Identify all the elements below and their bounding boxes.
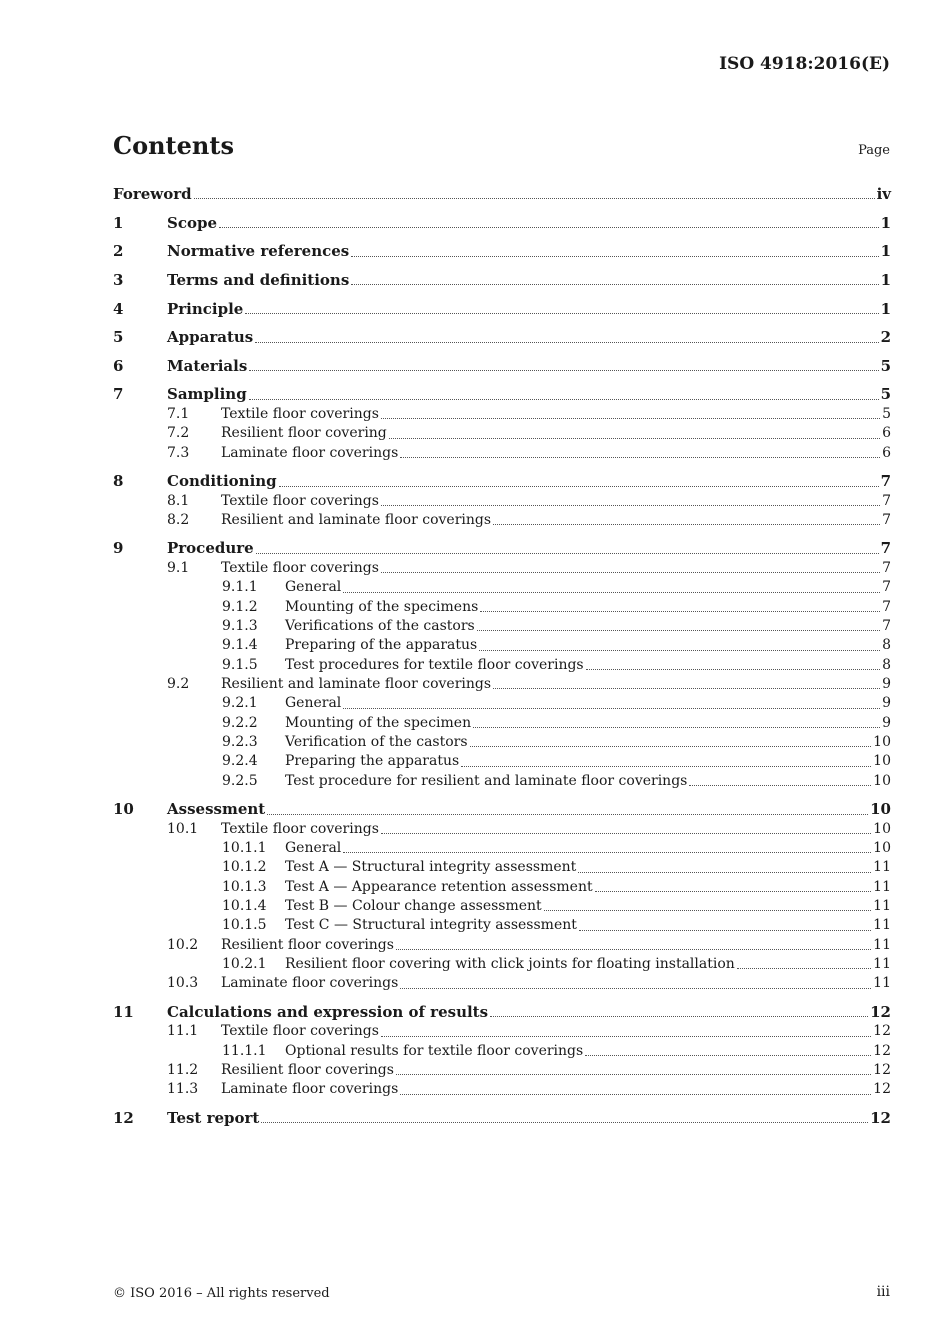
toc-entry[interactable] [113, 839, 891, 858]
toc-entry-number: 9.2.5 [222, 772, 258, 789]
copyright-footer: © ISO 2016 – All rights reserved [113, 1286, 330, 1301]
toc-entry-title: Scope [167, 213, 218, 232]
toc-entry[interactable] [113, 820, 891, 839]
toc-entry-page: 7 [880, 472, 891, 491]
dot-leader [400, 987, 871, 989]
toc-entry[interactable] [113, 242, 891, 261]
toc-entry-title: Mounting of the specimen [285, 714, 472, 731]
toc-entry-number: 11.1 [167, 1023, 199, 1040]
dot-leader [343, 851, 871, 853]
toc-entry-title: Calculations and expression of results [167, 1002, 489, 1021]
toc-entry-title: Textile floor coverings [221, 559, 379, 576]
dot-leader [261, 1121, 868, 1123]
toc-entry-title: General [285, 579, 342, 596]
toc-entry-page: iv [876, 185, 891, 203]
toc-entry-page: 12 [870, 1002, 891, 1021]
toc-entry-page: 7 [882, 579, 891, 596]
dot-leader [477, 629, 880, 631]
dot-leader [381, 1035, 871, 1037]
dot-leader [219, 226, 879, 228]
toc-entry-title: Textile floor coverings [221, 405, 379, 422]
toc-entry-page: 11 [873, 956, 891, 972]
toc-entry[interactable] [113, 694, 891, 713]
toc-entry-number: 9.2.2 [222, 714, 258, 731]
toc-entry-page: 7 [882, 598, 891, 615]
dot-leader [689, 784, 871, 786]
dot-leader [595, 890, 872, 892]
dot-leader [493, 523, 880, 525]
toc-entry-number: 7.3 [167, 444, 190, 461]
dot-leader [396, 948, 871, 950]
toc-entry[interactable] [113, 271, 891, 290]
toc-entry-number: 10.1.2 [222, 859, 267, 876]
toc-entry[interactable] [113, 955, 891, 974]
dot-leader [586, 668, 880, 670]
contents-heading: Contents [113, 131, 234, 160]
toc-entry-page: 1 [880, 213, 891, 232]
toc-entry[interactable] [113, 878, 891, 897]
toc-entry-title: Textile floor coverings [221, 820, 379, 837]
toc-entry-number: 11.2 [167, 1062, 199, 1079]
toc-entry[interactable] [113, 214, 891, 233]
toc-entry-page: 7 [880, 539, 891, 558]
toc-entry-page: 12 [873, 1042, 891, 1059]
toc-entry[interactable] [113, 1080, 891, 1099]
toc-entry-title: Preparing of the apparatus [285, 637, 478, 654]
toc-entry-page: 12 [873, 1081, 891, 1098]
toc-entry[interactable] [113, 617, 891, 636]
toc-entry-number: 3 [113, 270, 124, 289]
toc-entry-page: 11 [873, 859, 891, 876]
toc-entry-page: 2 [880, 328, 891, 347]
dot-leader [381, 832, 871, 834]
toc-entry-page: 1 [880, 242, 891, 261]
toc-entry-page: 11 [873, 936, 891, 953]
toc-entry[interactable] [113, 1042, 891, 1061]
toc-entry-number: 8.1 [167, 492, 190, 509]
toc-entry-title: Foreword [113, 185, 192, 203]
toc-entry-number: 9.1.3 [222, 617, 258, 634]
toc-entry-title: Test C — Structural integrity assessment [285, 917, 577, 934]
dot-leader [351, 283, 878, 285]
toc-entry-number: 9.2.3 [222, 733, 258, 750]
dot-leader [470, 745, 872, 747]
dot-leader [351, 255, 878, 257]
toc-entry-number: 9.2.1 [222, 695, 258, 712]
toc-entry-title: Laminate floor coverings [221, 444, 399, 461]
toc-entry-page: 9 [882, 714, 891, 731]
toc-entry[interactable] [113, 675, 891, 694]
toc-entry-page: 12 [873, 1023, 891, 1040]
toc-entry-title: Assessment [167, 800, 266, 819]
toc-entry-page: 10 [873, 839, 891, 856]
toc-entry-page: 12 [873, 1062, 891, 1079]
toc-entry-number: 8 [113, 472, 124, 491]
toc-entry-title: Textile floor coverings [221, 1023, 379, 1040]
toc-entry[interactable] [113, 405, 891, 424]
toc-entry[interactable] [113, 636, 891, 655]
toc-entry-title: Resilient and laminate floor coverings [221, 511, 492, 528]
toc-entry-number: 7 [113, 385, 124, 404]
toc-entry-title: Mounting of the specimens [285, 598, 479, 615]
toc-entry[interactable] [113, 357, 891, 376]
toc-entry-number: 9.1 [167, 559, 190, 576]
toc-entry-page: 5 [880, 356, 891, 375]
toc-entry-number: 9 [113, 539, 124, 558]
toc-entry-number: 7.1 [167, 405, 190, 422]
toc-entry[interactable] [113, 1003, 891, 1022]
toc-entry[interactable] [113, 858, 891, 877]
toc-entry[interactable] [113, 424, 891, 443]
table-of-contents [113, 185, 891, 1128]
toc-entry-number: 6 [113, 356, 124, 375]
dot-leader [493, 687, 880, 689]
toc-entry-title: Test procedures for textile floor coverings [285, 656, 584, 673]
toc-entry-number: 10.3 [167, 975, 199, 992]
toc-entry-page: 11 [873, 878, 891, 895]
toc-entry-number: 10.2.1 [222, 956, 267, 972]
toc-entry-title: Verifications of the castors [285, 617, 475, 634]
dot-leader [389, 437, 880, 439]
toc-entry-page: 1 [880, 270, 891, 289]
dot-leader [544, 909, 871, 911]
toc-entry[interactable] [113, 598, 891, 617]
toc-entry-page: 11 [873, 975, 891, 992]
toc-entry-title: Test procedure for resilient and laminate floor coverings [285, 772, 688, 789]
toc-entry-page: 8 [882, 656, 891, 673]
toc-entry-title: Resilient floor covering with click joints for floating installation [285, 956, 735, 972]
dot-leader [400, 1093, 871, 1095]
toc-entry-title: Optional results for textile floor coverings [285, 1042, 584, 1059]
dot-leader [255, 341, 878, 343]
toc-entry-number: 9.1.1 [222, 579, 258, 596]
toc-entry-number: 9.1.4 [222, 637, 258, 654]
toc-entry[interactable] [113, 185, 891, 204]
toc-entry[interactable] [113, 578, 891, 597]
toc-entry[interactable] [113, 800, 891, 819]
toc-entry-title: Resilient floor coverings [221, 1062, 394, 1079]
toc-entry[interactable] [113, 897, 891, 916]
dot-leader [381, 504, 880, 506]
toc-entry-page: 7 [882, 511, 891, 528]
dot-leader [461, 765, 871, 767]
toc-entry-page: 10 [873, 753, 891, 770]
toc-entry[interactable] [113, 1061, 891, 1080]
dot-leader [381, 571, 880, 573]
toc-entry-number: 11.3 [167, 1081, 199, 1098]
toc-entry-title: General [285, 839, 342, 856]
toc-entry-page: 7 [882, 617, 891, 634]
toc-entry-number: 11 [113, 1002, 134, 1021]
toc-entry-title: Principle [167, 299, 244, 318]
toc-entry-number: 12 [113, 1109, 134, 1127]
dot-leader [343, 591, 880, 593]
dot-leader [396, 1073, 871, 1075]
toc-entry-number: 10 [113, 800, 134, 819]
toc-entry-number: 8.2 [167, 511, 190, 528]
toc-entry[interactable] [113, 472, 891, 491]
page-number: iii [876, 1284, 890, 1300]
toc-entry[interactable] [113, 328, 891, 347]
dot-leader [381, 417, 880, 419]
toc-entry-page: 7 [882, 559, 891, 576]
toc-entry-number: 7.2 [167, 425, 190, 442]
toc-entry[interactable] [113, 752, 891, 771]
dot-leader [400, 456, 880, 458]
toc-entry[interactable] [113, 1109, 891, 1128]
toc-entry-page: 8 [882, 637, 891, 654]
toc-entry-title: Textile floor coverings [221, 492, 379, 509]
toc-entry[interactable] [113, 714, 891, 733]
dot-leader [194, 197, 875, 199]
dot-leader [480, 610, 880, 612]
toc-entry-number: 9.2.4 [222, 753, 258, 770]
toc-entry[interactable] [113, 492, 891, 511]
toc-entry-page: 7 [882, 492, 891, 509]
toc-entry-page: 1 [880, 299, 891, 318]
dot-leader [490, 1015, 868, 1017]
toc-entry[interactable] [113, 559, 891, 578]
toc-entry-title: Resilient floor covering [221, 425, 387, 442]
toc-entry[interactable] [113, 733, 891, 752]
toc-entry-page: 10 [873, 733, 891, 750]
toc-entry-number: 1 [113, 213, 124, 232]
toc-entry-number: 9.1.5 [222, 656, 258, 673]
toc-entry-title: Apparatus [167, 328, 254, 347]
dot-leader [279, 485, 879, 487]
toc-entry-title: General [285, 695, 342, 712]
toc-entry-number: 9.2 [167, 675, 190, 692]
toc-entry-title: Test A — Structural integrity assessment [285, 859, 577, 876]
toc-entry-title: Test A — Appearance retention assessment [285, 878, 593, 895]
toc-entry-title: Sampling [167, 385, 247, 404]
toc-entry-title: Verification of the castors [285, 733, 468, 750]
toc-entry-number: 11.1.1 [222, 1042, 267, 1059]
toc-entry-number: 2 [113, 242, 124, 261]
dot-leader [267, 813, 868, 815]
toc-entry[interactable] [113, 936, 891, 955]
toc-entry-title: Resilient and laminate floor coverings [221, 675, 492, 692]
toc-entry-page: 6 [882, 425, 891, 442]
toc-entry-number: 10.1.4 [222, 897, 267, 914]
dot-leader [479, 649, 880, 651]
toc-entry-page: 10 [873, 772, 891, 789]
dot-leader [249, 369, 878, 371]
toc-entry[interactable] [113, 772, 891, 791]
dot-leader [737, 967, 871, 969]
dot-leader [343, 707, 880, 709]
dot-leader [585, 1054, 871, 1056]
toc-entry-title: Procedure [167, 539, 254, 558]
toc-entry-page: 10 [873, 820, 891, 837]
toc-entry-number: 10.1.5 [222, 917, 267, 934]
toc-entry-number: 10.2 [167, 936, 199, 953]
dot-leader [579, 929, 871, 931]
toc-entry[interactable] [113, 444, 891, 463]
toc-entry-page: 5 [882, 405, 891, 422]
toc-entry-title: Test B — Colour change assessment [285, 897, 542, 914]
dot-leader [578, 871, 871, 873]
toc-entry-number: 10.1.1 [222, 839, 267, 856]
toc-entry-page: 9 [882, 675, 891, 692]
toc-entry-title: Laminate floor coverings [221, 1081, 399, 1098]
toc-entry[interactable] [113, 1022, 891, 1041]
toc-entry-page: 12 [870, 1109, 891, 1127]
toc-entry[interactable] [113, 300, 891, 319]
toc-entry-page: 6 [882, 444, 891, 461]
toc-entry-number: 10.1 [167, 820, 199, 837]
toc-entry-title: Normative references [167, 242, 350, 261]
toc-entry-number: 10.1.3 [222, 878, 267, 895]
toc-entry[interactable] [113, 916, 891, 935]
toc-entry[interactable] [113, 539, 891, 558]
toc-entry-title: Materials [167, 356, 248, 375]
toc-entry[interactable] [113, 656, 891, 675]
toc-entry[interactable] [113, 385, 891, 404]
toc-entry-title: Resilient floor coverings [221, 936, 394, 953]
toc-entry-page: 11 [873, 897, 891, 914]
toc-entry-page: 5 [880, 385, 891, 404]
toc-entry-title: Test report [167, 1109, 260, 1127]
dot-leader [256, 552, 879, 554]
dot-leader [473, 726, 880, 728]
toc-entry-title: Conditioning [167, 472, 277, 491]
toc-entry-number: 4 [113, 299, 124, 318]
toc-entry-number: 9.1.2 [222, 598, 258, 615]
toc-entry-title: Preparing the apparatus [285, 753, 460, 770]
toc-entry-title: Terms and definitions [167, 270, 350, 289]
toc-entry-number: 5 [113, 328, 124, 347]
page-column-label: Page [858, 143, 890, 158]
toc-entry[interactable] [113, 511, 891, 530]
toc-entry-title: Laminate floor coverings [221, 975, 399, 992]
dot-leader [245, 312, 878, 314]
toc-entry-page: 9 [882, 695, 891, 712]
document-id: ISO 4918:2016(E) [719, 54, 890, 74]
dot-leader [249, 398, 879, 400]
toc-entry[interactable] [113, 974, 891, 993]
toc-entry-page: 11 [873, 917, 891, 934]
toc-entry-page: 10 [870, 800, 891, 819]
